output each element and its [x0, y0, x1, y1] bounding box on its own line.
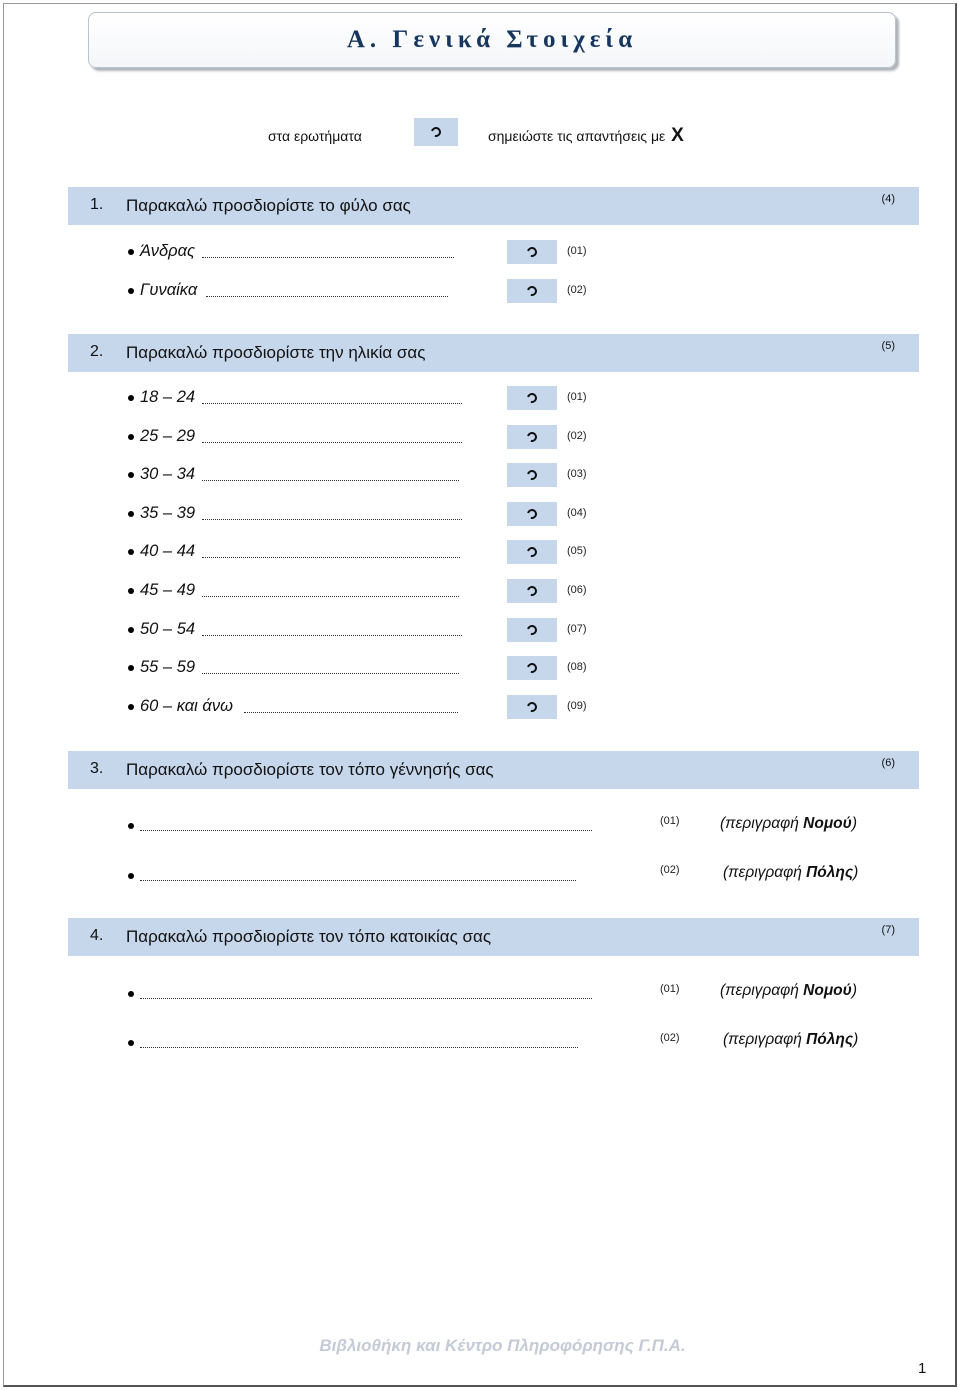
- q3-prefecture-input-line[interactable]: [140, 830, 592, 831]
- field-description: [720, 815, 857, 833]
- option-label: Άνδρας: [140, 242, 196, 260]
- bullet-icon: [128, 549, 134, 555]
- radio-circle-icon: [525, 430, 539, 444]
- question-4-text: Παρακαλώ προσδιορίστε τον τόπο κατοικίας σας: [126, 927, 492, 946]
- q2-radio-60-plus[interactable]: [507, 695, 557, 719]
- q4-prefecture-input-line[interactable]: [140, 998, 592, 999]
- bullet-icon: [128, 704, 134, 710]
- radio-circle-icon: [525, 661, 539, 675]
- field-description: [720, 982, 857, 1000]
- question-1-bar: [68, 187, 919, 225]
- bullet-icon: [128, 588, 134, 594]
- option-code: (04): [567, 507, 587, 519]
- bullet-icon: [128, 249, 134, 255]
- desc-suffix: ): [853, 864, 859, 881]
- dotted-leader: [244, 712, 458, 713]
- question-4-bar: [68, 918, 919, 956]
- option-code: (08): [567, 661, 587, 673]
- option-code: (06): [567, 584, 587, 596]
- desc-bold: Νομού: [803, 982, 852, 999]
- option-code: (01): [567, 391, 587, 403]
- radio-circle-icon: [525, 507, 539, 521]
- desc-bold: Νομού: [803, 815, 852, 832]
- radio-circle-icon: [525, 245, 539, 259]
- instructions-right-text: σημειώστε τις απαντήσεις με: [488, 128, 666, 144]
- bullet-icon: [128, 627, 134, 633]
- bullet-icon: [128, 665, 134, 671]
- option-code: (02): [567, 430, 587, 442]
- bullet-icon: [128, 434, 134, 440]
- radio-circle-icon: [525, 623, 539, 637]
- q2-radio-18-24[interactable]: [507, 386, 557, 410]
- field-code: (01): [660, 815, 680, 827]
- radio-circle-icon: [525, 700, 539, 714]
- radio-circle-icon: [525, 468, 539, 482]
- section-title-box: [88, 12, 896, 68]
- footer-text: Βιβλιοθήκη και Κέντρο Πληροφόρησης Γ.Π.Α.: [319, 1336, 686, 1355]
- dotted-leader: [202, 403, 462, 404]
- question-3-text: Παρακαλώ προσδιορίστε τον τόπο γέννησής σας: [126, 760, 494, 779]
- desc-prefix: (περιγραφή: [720, 815, 804, 832]
- option-label: 55 – 59: [140, 658, 196, 676]
- desc-bold: Πόλης: [806, 864, 854, 881]
- option-label: 18 – 24: [140, 388, 196, 406]
- question-2-code: (5): [881, 340, 895, 352]
- option-code: (07): [567, 623, 587, 635]
- question-2-number: 2.: [90, 343, 104, 360]
- q2-radio-50-54[interactable]: [507, 618, 557, 642]
- question-4-number: 4.: [90, 927, 104, 944]
- q1-radio-female[interactable]: [507, 279, 557, 303]
- desc-bold: Πόλης: [806, 1031, 854, 1048]
- dotted-leader: [202, 557, 460, 558]
- dotted-leader: [202, 480, 459, 481]
- option-label: 40 – 44: [140, 542, 196, 560]
- desc-prefix: (περιγραφή: [723, 1031, 807, 1048]
- bullet-icon: [128, 823, 134, 829]
- desc-prefix: (περιγραφή: [723, 864, 807, 881]
- bullet-icon: [128, 472, 134, 478]
- bullet-icon: [128, 873, 134, 879]
- radio-circle-icon: [525, 391, 539, 405]
- field-code: (02): [660, 1032, 680, 1044]
- field-code: (01): [660, 983, 680, 995]
- desc-suffix: ): [851, 982, 857, 999]
- option-label: 60 – και άνω: [140, 697, 233, 715]
- option-label: 35 – 39: [140, 504, 196, 522]
- option-label: 45 – 49: [140, 581, 196, 599]
- instructions-right: [488, 125, 684, 147]
- q2-radio-25-29[interactable]: [507, 425, 557, 449]
- question-1-number: 1.: [90, 196, 104, 213]
- option-code: (05): [567, 545, 587, 557]
- instructions-mark: X: [671, 125, 684, 146]
- option-label: Γυναίκα: [140, 281, 198, 299]
- radio-circle-icon: [525, 545, 539, 559]
- option-code: (03): [567, 468, 587, 480]
- instructions-radio-example: [414, 118, 458, 146]
- q3-city-input-line[interactable]: [140, 880, 576, 881]
- option-code: (01): [567, 245, 587, 257]
- dotted-leader: [202, 442, 462, 443]
- dotted-leader: [202, 596, 459, 597]
- field-description: [723, 1031, 858, 1049]
- question-1-code: (4): [881, 193, 895, 205]
- q1-radio-male[interactable]: [507, 240, 557, 264]
- dotted-leader: [202, 519, 462, 520]
- radio-circle-icon: [525, 584, 539, 598]
- option-label: 50 – 54: [140, 620, 196, 638]
- option-label: 25 – 29: [140, 427, 196, 445]
- option-code: (02): [567, 284, 587, 296]
- dotted-leader: [202, 257, 454, 258]
- q2-radio-55-59[interactable]: [507, 656, 557, 680]
- q2-radio-35-39[interactable]: [507, 502, 557, 526]
- option-code: (09): [567, 700, 587, 712]
- desc-suffix: ): [853, 1031, 859, 1048]
- dotted-leader: [202, 635, 462, 636]
- q2-radio-45-49[interactable]: [507, 579, 557, 603]
- question-2-text: Παρακαλώ προσδιορίστε την ηλικία σας: [126, 343, 426, 362]
- section-title: Α. Γενικά Στοιχεία: [346, 26, 638, 53]
- option-label: 30 – 34: [140, 465, 196, 483]
- question-1-text: Παρακαλώ προσδιορίστε το φύλο σας: [126, 196, 411, 215]
- dotted-leader: [202, 673, 459, 674]
- dotted-leader: [206, 296, 448, 297]
- desc-suffix: ): [851, 815, 857, 832]
- bullet-icon: [128, 991, 134, 997]
- question-4-code: (7): [881, 924, 895, 936]
- question-3-number: 3.: [90, 760, 104, 777]
- bullet-icon: [128, 395, 134, 401]
- question-3-code: (6): [881, 757, 895, 769]
- q2-radio-40-44[interactable]: [507, 540, 557, 564]
- q2-radio-30-34[interactable]: [507, 463, 557, 487]
- bullet-icon: [128, 288, 134, 294]
- bullet-icon: [128, 511, 134, 517]
- instructions-left: στα ερωτήματα: [268, 128, 362, 144]
- q4-city-input-line[interactable]: [140, 1047, 578, 1048]
- question-2-bar: [68, 334, 919, 372]
- bullet-icon: [128, 1040, 134, 1046]
- field-description: [723, 864, 858, 882]
- radio-circle-icon: [525, 284, 539, 298]
- desc-prefix: (περιγραφή: [720, 982, 804, 999]
- page-number: 1: [918, 1360, 927, 1377]
- question-3-bar: [68, 751, 919, 789]
- field-code: (02): [660, 864, 680, 876]
- radio-circle-icon: [429, 125, 443, 139]
